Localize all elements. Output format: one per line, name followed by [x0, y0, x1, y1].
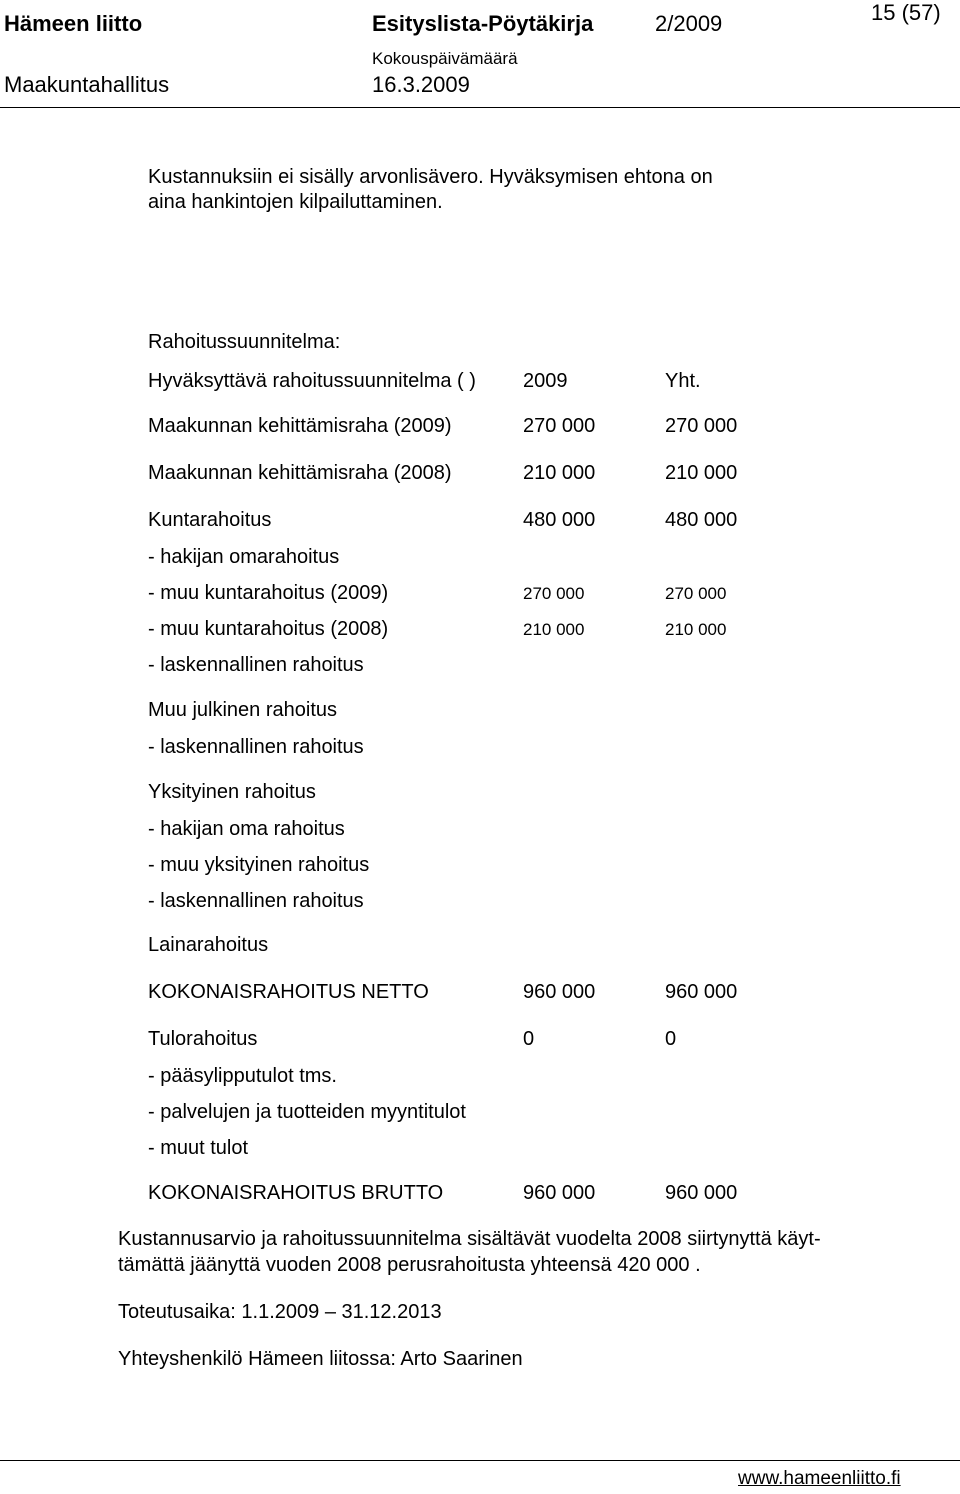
row-year-value: 960 000 [523, 981, 596, 1003]
header-divider [0, 107, 960, 108]
row-label: KOKONAISRAHOITUS BRUTTO [148, 1182, 444, 1204]
board-name: Maakuntahallitus [4, 72, 170, 97]
row-year-value: 210 000 [523, 620, 585, 639]
table-row [0, 463, 960, 487]
row-total-value: 210 000 [665, 620, 727, 639]
row-label: Lainarahoitus [148, 934, 269, 956]
meeting-date: 16.3.2009 [372, 72, 470, 97]
row-year-value: 0 [523, 1028, 535, 1050]
row-total-value: 480 000 [665, 509, 738, 531]
contact-person: Yhteyshenkilö Hämeen liitossa: Arto Saarinen [118, 1348, 523, 1370]
document-type: Esityslista-Pöytäkirja [372, 11, 594, 36]
table-row [0, 583, 960, 607]
row-year-value: 480 000 [523, 509, 596, 531]
row-total-value: 0 [665, 1028, 677, 1050]
plan-title: Rahoitussuunnitelma: [148, 331, 341, 353]
row-year-value: 960 000 [523, 1182, 596, 1204]
table-row [0, 891, 960, 915]
table-row [0, 1066, 960, 1090]
row-label: Yksityinen rahoitus [148, 781, 316, 803]
row-year-value: 270 000 [523, 415, 596, 437]
row-label: Kuntarahoitus [148, 509, 272, 531]
row-label: - palvelujen ja tuotteiden myyntitulot [148, 1101, 466, 1123]
table-row [0, 935, 960, 959]
table-row [0, 1029, 960, 1053]
row-label: - muu kuntarahoitus (2008) [148, 618, 389, 640]
row-label: - laskennallinen rahoitus [148, 654, 364, 676]
row-label: Tulorahoitus [148, 1028, 258, 1050]
table-row [0, 547, 960, 571]
row-label: - pääsylipputulot tms. [148, 1065, 337, 1087]
footer-divider [0, 1460, 960, 1461]
budget-note-line-1: Kustannusarvio ja rahoitussuunnitelma sisältävät vuodelta 2008 siirtynyttä käyt- [118, 1228, 821, 1250]
row-label: - muu kuntarahoitus (2009) [148, 582, 389, 604]
row-total-value: 210 000 [665, 462, 738, 484]
intro-line-2: aina hankintojen kilpailuttaminen. [148, 191, 443, 213]
row-label: Muu julkinen rahoitus [148, 699, 337, 721]
row-label: - laskennallinen rahoitus [148, 736, 364, 758]
plan-header-row [0, 371, 960, 395]
table-row [0, 982, 960, 1006]
row-total-value: 960 000 [665, 1182, 738, 1204]
budget-note-line-2: tämättä jäänyttä vuoden 2008 perusrahoitusta yhteensä 420 000 . [118, 1254, 701, 1276]
row-label: - hakijan omarahoitus [148, 546, 340, 568]
table-row [0, 819, 960, 843]
website-link[interactable]: www.hameenliitto.fi [738, 1468, 901, 1489]
table-row [0, 1183, 960, 1207]
table-row [0, 416, 960, 440]
table-row [0, 700, 960, 724]
table-row [0, 1102, 960, 1126]
table-row [0, 737, 960, 761]
plan-header-label: Hyväksyttävä rahoitussuunnitelma ( ) [148, 370, 476, 392]
table-row [0, 855, 960, 879]
row-label: - hakijan oma rahoitus [148, 818, 345, 840]
row-year-value: 270 000 [523, 584, 585, 603]
page-number: 15 (57) [871, 0, 941, 25]
date-label: Kokouspäivämäärä [372, 49, 518, 68]
implementation-period: Toteutusaika: 1.1.2009 – 31.12.2013 [118, 1301, 442, 1323]
table-row [0, 655, 960, 679]
document-number: 2/2009 [655, 11, 723, 36]
table-row [0, 1138, 960, 1162]
row-total-value: 960 000 [665, 981, 738, 1003]
table-row [0, 619, 960, 643]
row-label: - laskennallinen rahoitus [148, 890, 364, 912]
plan-header-year: 2009 [523, 370, 568, 392]
table-row [0, 782, 960, 806]
row-label: KOKONAISRAHOITUS NETTO [148, 981, 429, 1003]
intro-line-1: Kustannuksiin ei sisälly arvonlisävero. Hyväksymisen ehtona on [148, 166, 713, 188]
row-label: - muut tulot [148, 1137, 249, 1159]
row-total-value: 270 000 [665, 415, 738, 437]
plan-header-total: Yht. [665, 370, 701, 392]
org-name: Hämeen liitto [4, 11, 143, 36]
row-label: Maakunnan kehittämisraha (2009) [148, 415, 452, 437]
table-row [0, 510, 960, 534]
row-label: - muu yksityinen rahoitus [148, 854, 370, 876]
row-label: Maakunnan kehittämisraha (2008) [148, 462, 452, 484]
row-total-value: 270 000 [665, 584, 727, 603]
row-year-value: 210 000 [523, 462, 596, 484]
